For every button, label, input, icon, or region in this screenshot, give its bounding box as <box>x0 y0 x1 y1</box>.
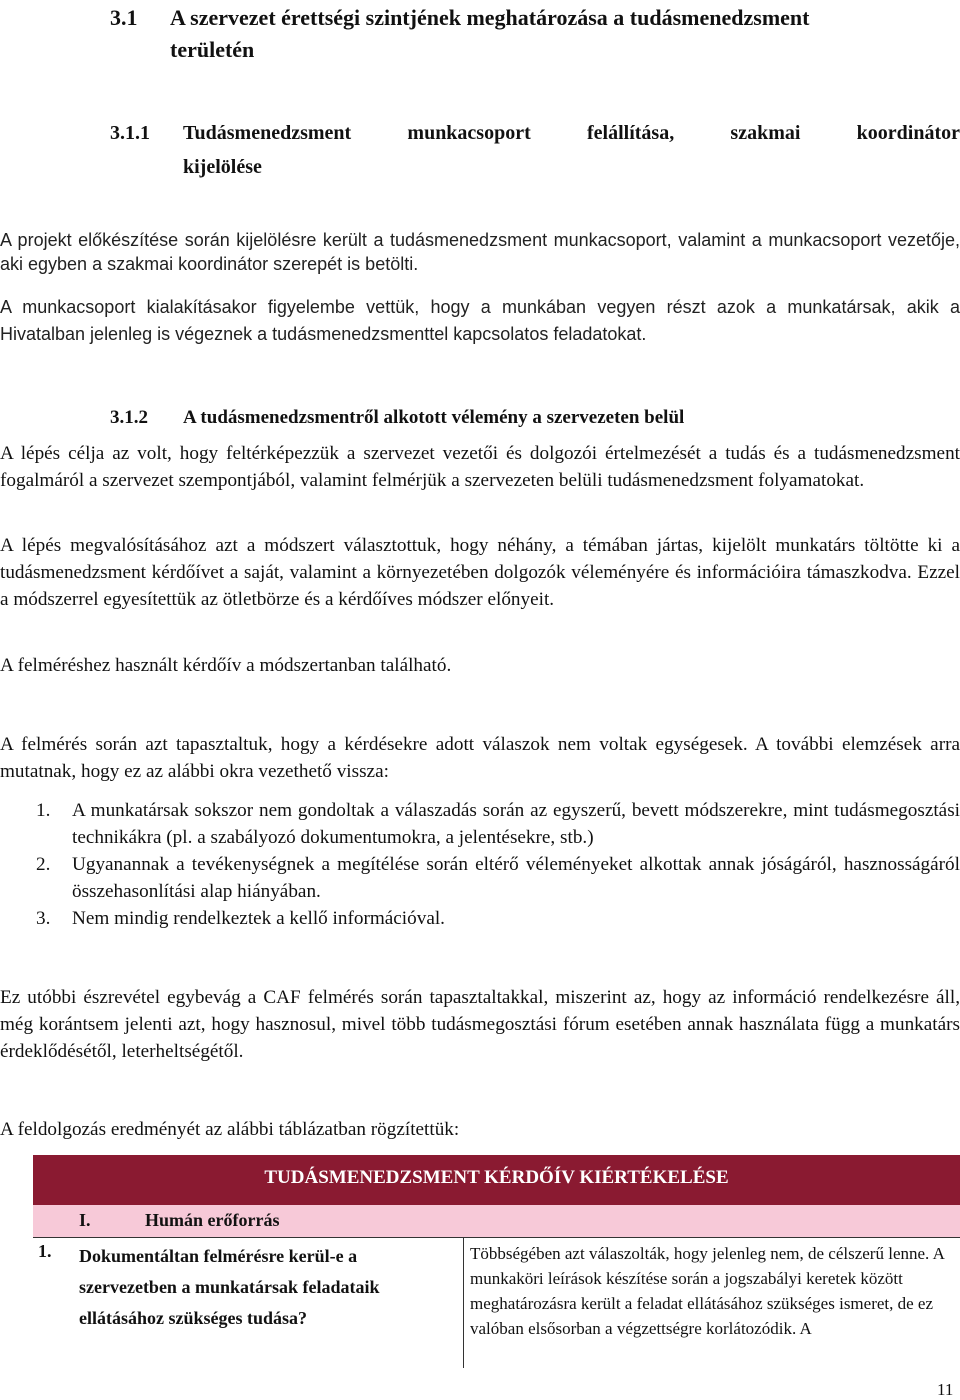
table-section-label: Humán erőforrás <box>145 1210 280 1230</box>
paragraph-workgroup: A munkacsoport kialakításakor figyelembe vettük, hogy a munkában vegyen részt azok a munkatársak, akik a Hivatalban jelenleg is végeznek a tudásmenedzsmenttel kapcsolatos feladatokat. <box>0 297 960 344</box>
section-number: 3.1 <box>110 5 138 30</box>
page-number: 11 <box>937 1380 954 1399</box>
list-item <box>36 905 960 932</box>
subsection-title-line2: kijelölése <box>183 156 262 178</box>
list-item-number: 2. <box>36 854 51 875</box>
subsection2-title: A tudásmenedzsmentről alkotott vélemény a szervezeten belül <box>183 407 685 428</box>
table-title: TUDÁSMENEDZSMENT KÉRDŐÍV KIÉRTÉKELÉSE <box>264 1167 729 1188</box>
subsection2-number: 3.1.2 <box>110 407 148 428</box>
paragraph-method: A lépés megvalósításához azt a módszert választottuk, hogy néhány, a témában jártas, kijelölt munkatárs töltötte ki a tudásmenedzsment kérdőívet a saját, valamint a környezetében dolgozók véleményére és információira támaszkodva. Ezzel a módszerrel egyesítettük az ötletbörze és a kérdőíves módszer előnyeit. <box>0 535 960 610</box>
table-section-number: I. <box>79 1210 91 1230</box>
paragraph-findings: A felmérés során azt tapasztaltuk, hogy a kérdésekre adott válaszok nem voltak egységesek. A további elemzések arra mutatnak, hogy ez az alábbi okra vezethető vissza: <box>0 734 960 782</box>
section-title-line2: területén <box>170 37 255 62</box>
paragraph-goal: A lépés célja az volt, hogy feltérképezzük a szervezet vezetői és dolgozói értelmezését a tudás és a tudásmenedzsment fogalmáról a szervezet szempontjából, valamint felmérjük a szervezeten belüli tudásmenedzsment folyamatokat. <box>0 443 960 491</box>
section-title-line1: A szervezet érettségi szintjének meghatározása a tudásmenedzsment <box>170 5 810 30</box>
list-item-text: Ugyanannak a tevékenységnek a megítélése során eltérő véleményeket alkottak annak jóságáról, hasznosságáról összehasonlítási alap hiányában. <box>72 854 960 902</box>
subsection-title-line1: Tudásmenedzsment munkacsoport felállítása, szakmai koordinátor <box>183 122 960 144</box>
evaluation-table <box>33 1155 960 1368</box>
table-row-number: 1. <box>38 1241 52 1261</box>
list-item-text: A munkatársak sokszor nem gondoltak a válaszadás során az egyszerű, bevett módszerekre, mint tudásmegosztási technikákra (pl. a szabályozó dokumentumokra, a jelentésekre, stb.) <box>72 800 960 848</box>
list-item-number: 3. <box>36 908 51 929</box>
table-column-divider <box>463 1237 464 1368</box>
table-row-answer: Többségében azt válaszolták, hogy jelenleg nem, de célszerű lenne. A munkaköri leírások készítése során a jogszabályi keretek között meghatározásra került a feladat ellátásához szükséges ismeret, de ez valóban elsősorban a végzettségre korlátozódik. A <box>470 1244 944 1338</box>
list-item <box>36 851 960 905</box>
list-item-number: 1. <box>36 800 51 821</box>
paragraph-questionnaire: A felméréshez használt kérdőív a módszertanban található. <box>0 655 452 676</box>
list-item-text: Nem mindig rendelkeztek a kellő információval. <box>72 908 445 929</box>
subsection-number: 3.1.1 <box>110 122 150 144</box>
paragraph-table-intro: A feldolgozás eredményét az alábbi táblázatban rögzítettük: <box>0 1119 460 1140</box>
table-row-question: Dokumentáltan felmérésre kerül-e a szervezetben a munkatársak feladataik ellátásához szükséges tudása? <box>79 1246 380 1328</box>
paragraph-project-prep: A projekt előkészítése során kijelölésre került a tudásmenedzsment munkacsoport, valamint a munkacsoport vezetője, aki egyben a szakmai koordinátor szerepét is betölti. <box>0 230 960 274</box>
paragraph-caf: Ez utóbbi észrevétel egybevág a CAF felmérés során tapasztaltakkal, miszerint az, hogy az információ rendelkezésre áll, még korántsem jelenti azt, hogy hasznosul, mivel több tudásmegosztási fórum esetében annak használata függ a munkatárs érdeklődésétől, leterheltségétől. <box>0 987 960 1062</box>
list-item <box>36 797 960 851</box>
